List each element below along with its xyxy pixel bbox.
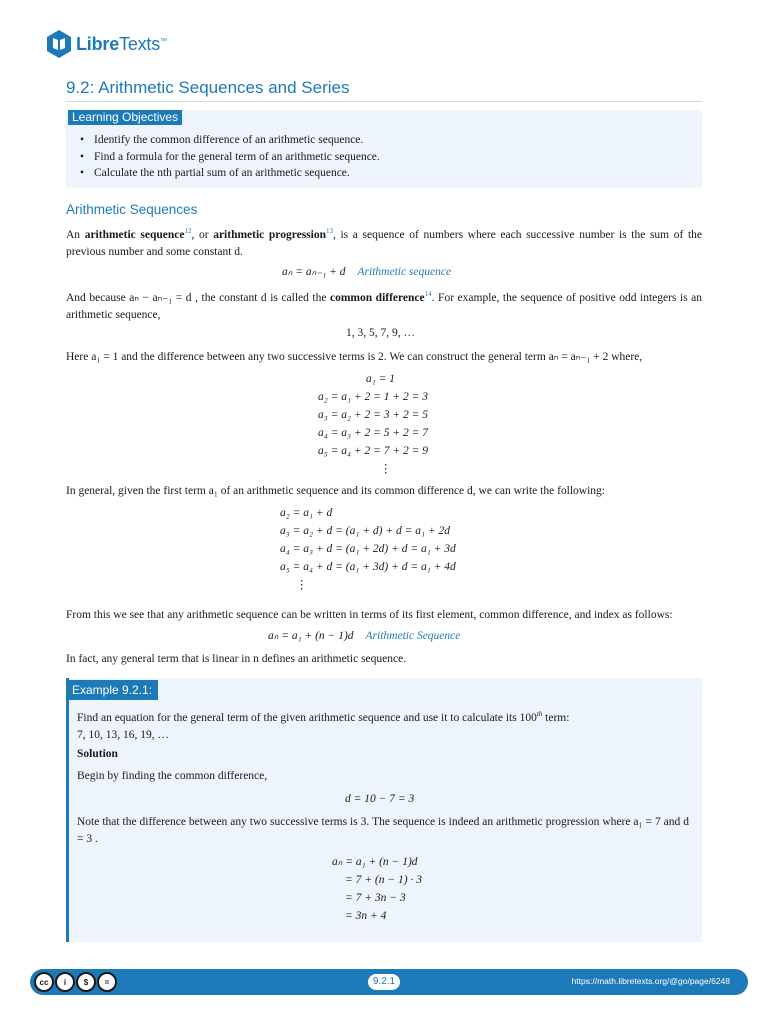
paragraph-common-difference: And because aₙ − aₙ₋₁ = d , the constant d is called the common difference$^{14}$. For example, the sequence of positive odd integers is an arithmetic sequence, (66, 290, 702, 321)
noncommercial-icon: $ (76, 972, 96, 992)
paragraph-general-first-term: In general, given the first term a₁ of an arithmetic sequence and its common difference d, we can write the following: (66, 485, 605, 497)
page-number: 9.2.1 (368, 974, 400, 990)
equation-list-general (280, 504, 456, 594)
equation-line: = 7 + (n − 1) · 3 (345, 874, 422, 886)
libretexts-logo[interactable] (46, 26, 167, 62)
license-badge[interactable] (34, 972, 117, 992)
page-title: 9.2: Arithmetic Sequences and Series (66, 78, 350, 97)
solution-step-intro: Begin by finding the common difference, (77, 770, 268, 782)
equation-arithmetic-sequence-formula: aₙ = a₁ + (n − 1)d Arithmetic Sequence (268, 630, 461, 642)
example-label: Example 9.2.1: (66, 680, 158, 700)
equation-ellipsis: ⋮ (380, 463, 392, 475)
title-divider (66, 101, 702, 102)
section-heading: Arithmetic Sequences (66, 202, 198, 217)
equation-line: a₂ = a₁ + 2 = 1 + 2 = 3 (318, 391, 429, 403)
solution-note: Note that the difference between any two successive terms is 3. The sequence is indeed an arithmetic progression where a₁ = 7 and d = 3 . (77, 816, 689, 845)
learning-objectives-label: Learning Objectives (68, 110, 182, 125)
footnote-link[interactable]: 13 (325, 227, 333, 235)
equation-line: a₃ = a₂ + d = (a₁ + d) + d = a₁ + 2d (280, 525, 450, 537)
equation-line: a₄ = a₃ + d = (a₁ + 2d) + d = a₁ + 3d (280, 543, 456, 555)
libretexts-logo-icon (46, 29, 72, 59)
equation-line: a₅ = a₄ + 2 = 7 + 2 = 9 (318, 445, 429, 457)
equation-line: a₂ = a₁ + d (280, 507, 333, 519)
paragraph-index-form: From this we see that any arithmetic sequence can be written in terms of its first element, common difference, and index as follows: (66, 609, 673, 621)
attribution-icon: i (55, 972, 75, 992)
equation-line: a₅ = a₄ + d = (a₁ + 3d) + d = a₁ + 4d (280, 561, 456, 573)
equation-ellipsis: ⋮ (296, 579, 308, 591)
equation-common-difference: d = 10 − 7 = 3 (345, 793, 415, 805)
paragraph-definition: An arithmetic sequence$^{12}$, or arithmetic progression$^{13}$, is a sequence of numbers where each successive number is the sum of the previous number and some constant d. (66, 227, 702, 258)
equation-line: aₙ = a₁ + (n − 1)d (332, 856, 418, 868)
equation-list-terms (318, 370, 428, 478)
paragraph-linear: In fact, any general term that is linear in n defines an arithmetic sequence. (66, 653, 407, 665)
equation-line: a₃ = a₂ + 2 = 3 + 2 = 5 (318, 409, 429, 421)
objective-item: • Identify the common difference of an arithmetic sequence. (80, 132, 380, 149)
solution-heading: Solution (77, 748, 118, 760)
equation-line: = 3n + 4 (345, 910, 387, 922)
equation-line: = 7 + 3n − 3 (345, 892, 406, 904)
footnote-link[interactable]: 14 (424, 290, 432, 298)
brand-name: LibreTexts™ (76, 33, 167, 54)
equation-arithmetic-sequence: aₙ = aₙ₋₁ + d Arithmetic sequence (282, 266, 452, 278)
sharealike-icon: = (97, 972, 117, 992)
objective-item: • Calculate the nth partial sum of an arithmetic sequence. (80, 165, 380, 182)
page-url-link[interactable]: https://math.libretexts.org/@go/page/6248 (571, 976, 730, 986)
equation-line: a₄ = a₃ + 2 = 5 + 2 = 7 (318, 427, 429, 439)
equation-list-solution (332, 853, 422, 925)
footnote-link[interactable]: 12 (184, 227, 192, 235)
example-problem: Find an equation for the general term of the given arithmetic sequence and use it to calculate its 100th term: 7, 10, 13, 16, 19, … (77, 710, 570, 741)
objective-item: • Find a formula for the general term of an arithmetic sequence. (80, 149, 380, 166)
paragraph-general-term: Here a₁ = 1 and the difference between any two successive terms is 2. We can construct the general term aₙ = aₙ₋₁ + 2 where, (66, 351, 643, 363)
equation-line: a₁ = 1 (366, 373, 396, 385)
equation-odd-integers: 1, 3, 5, 7, 9, … (346, 327, 415, 339)
example-sequence: 7, 10, 13, 16, 19, … (77, 728, 169, 741)
learning-objectives-list (80, 132, 380, 182)
cc-icon: cc (34, 972, 54, 992)
